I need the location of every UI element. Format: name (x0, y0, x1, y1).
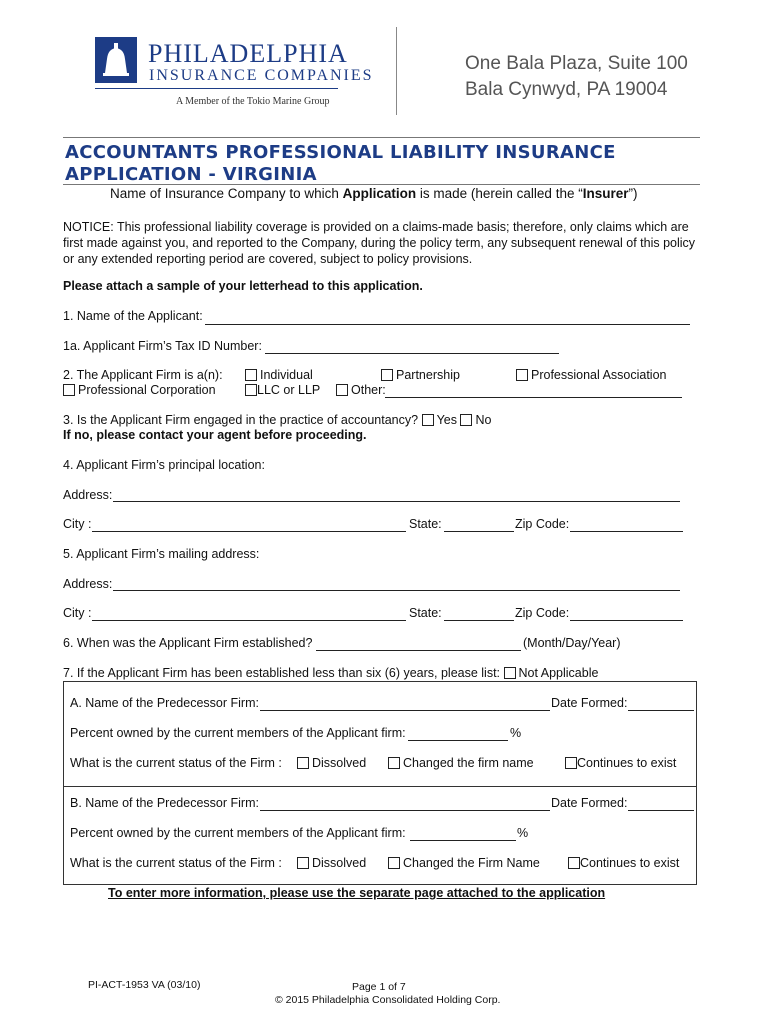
b-changed-checkbox[interactable] (388, 857, 400, 869)
predecessor-divider (63, 786, 697, 787)
predecessor-b-pct-sign: % (517, 826, 529, 840)
insurer-text-1: Name of Insurance Company to which (110, 186, 343, 201)
principal-zip-field[interactable] (570, 531, 683, 532)
mailing-state-label: State: (409, 606, 442, 620)
q1-label: 1. Name of the Applicant: (63, 309, 203, 323)
prof-assoc-option[interactable] (516, 368, 667, 382)
principal-zip-label: Zip Code: (515, 517, 570, 531)
date-format-hint: (Month/Day/Year) (523, 636, 621, 650)
notice-paragraph: NOTICE: This professional liability coverage is provided on a claims-made basis; therefore, only claims which are first made against you, and reported to the Company, during the policy term, any subsequent renewal of this policy or any extended reporting period are covered, subject to policy provisions. (63, 220, 696, 266)
bell-logo-icon (95, 37, 137, 83)
prof-corp-label: Professional Corporation (78, 383, 216, 397)
mailing-zip-field[interactable] (570, 620, 683, 621)
q7-row (63, 666, 598, 680)
q2-label: 2. The Applicant Firm is a(n): (63, 368, 223, 382)
a-dissolved-checkbox[interactable] (297, 757, 309, 769)
insurer-text-2: is made (herein called the “ (416, 186, 583, 201)
llc-checkbox[interactable] (245, 384, 257, 396)
company-logo-name: PHILADELPHIA (148, 39, 348, 68)
mailing-state-field[interactable] (444, 620, 514, 621)
mailing-address-field[interactable] (113, 590, 680, 591)
not-applicable-checkbox[interactable] (504, 667, 516, 679)
principal-state-label: State: (409, 517, 442, 531)
q7-label: 7. If the Applicant Firm has been established less than six (6) years, please list: (63, 666, 501, 680)
predecessor-b-percent-field[interactable] (410, 840, 516, 841)
other-label: Other: (351, 383, 386, 397)
other-option[interactable] (336, 383, 386, 397)
predecessor-a-date-field[interactable] (628, 710, 694, 711)
predecessor-b-date-field[interactable] (628, 810, 694, 811)
predecessor-b-name-field[interactable] (260, 810, 550, 811)
mailing-city-label: City : (63, 606, 92, 620)
company-logo-subtitle: INSURANCE COMPANIES (149, 67, 374, 84)
a-continues-label: Continues to exist (577, 756, 677, 770)
logo-member-text: A Member of the Tokio Marine Group (176, 96, 330, 107)
mailing-zip-label: Zip Code: (515, 606, 570, 620)
more-info-note: To enter more information, please use the separate page attached to the application (108, 886, 606, 900)
predecessor-a-name-field[interactable] (260, 710, 550, 711)
partnership-option[interactable] (381, 368, 460, 382)
b-continues-label: Continues to exist (580, 856, 680, 870)
form-id: PI-ACT-1953 VA (03/10) (88, 979, 201, 991)
a-dissolved-label: Dissolved (312, 756, 367, 770)
individual-checkbox[interactable] (245, 369, 257, 381)
other-checkbox[interactable] (336, 384, 348, 396)
q1a-label: 1a. Applicant Firm’s Tax ID Number: (63, 339, 262, 353)
b-changed-label: Changed the Firm Name (403, 856, 540, 870)
copyright: © 2015 Philadelphia Consolidated Holding Corp. (275, 994, 501, 1006)
predecessor-b-date-label: Date Formed: (551, 796, 628, 810)
a-changed-option[interactable] (388, 756, 534, 770)
a-continues-checkbox[interactable] (565, 757, 577, 769)
prof-assoc-checkbox[interactable] (516, 369, 528, 381)
a-continues-option[interactable] (565, 756, 676, 770)
b-dissolved-checkbox[interactable] (297, 857, 309, 869)
prof-corp-checkbox[interactable] (63, 384, 75, 396)
b-continues-checkbox[interactable] (568, 857, 580, 869)
applicant-name-field[interactable] (205, 324, 690, 325)
q5-label: 5. Applicant Firm’s mailing address: (63, 547, 260, 561)
predecessor-b-percent-label: Percent owned by the current members of the Applicant firm: (70, 826, 406, 840)
insurer-text-application: Application (342, 186, 417, 201)
llc-option[interactable] (245, 383, 320, 397)
address-line-1: One Bala Plaza, Suite 100 (465, 53, 688, 74)
insurer-text-3: ”) (628, 186, 638, 201)
established-date-field[interactable] (316, 650, 521, 651)
q3-label: 3. Is the Applicant Firm engaged in the practice of accountancy? (63, 413, 419, 427)
partnership-checkbox[interactable] (381, 369, 393, 381)
form-title-line-2: APPLICATION - VIRGINIA (65, 164, 317, 185)
logo-divider (95, 88, 338, 89)
principal-city-field[interactable] (92, 531, 406, 532)
principal-address-label: Address: (63, 488, 113, 502)
insurer-instruction (110, 186, 638, 201)
b-changed-option[interactable] (388, 856, 540, 870)
prof-assoc-label: Professional Association (531, 368, 667, 382)
a-dissolved-option[interactable] (297, 756, 366, 770)
b-continues-option[interactable] (568, 856, 679, 870)
predecessor-b-status-label: What is the current status of the Firm : (70, 856, 282, 870)
mailing-city-field[interactable] (92, 620, 406, 621)
tax-id-field[interactable] (265, 353, 559, 354)
header-divider (396, 27, 397, 115)
page-number: Page 1 of 7 (352, 981, 406, 993)
individual-label: Individual (260, 368, 313, 382)
other-field[interactable] (385, 397, 682, 398)
b-dissolved-option[interactable] (297, 856, 366, 870)
yes-checkbox[interactable] (422, 414, 434, 426)
a-changed-checkbox[interactable] (388, 757, 400, 769)
form-title-line-1: ACCOUNTANTS PROFESSIONAL LIABILITY INSURANCE (65, 142, 616, 163)
predecessor-a-date-label: Date Formed: (551, 696, 628, 710)
q6-label: 6. When was the Applicant Firm established? (63, 636, 313, 650)
predecessor-a-pct-sign: % (510, 726, 522, 740)
a-changed-label: Changed the firm name (403, 756, 534, 770)
prof-corp-option[interactable] (63, 383, 216, 397)
predecessor-a-percent-field[interactable] (408, 740, 508, 741)
mailing-address-label: Address: (63, 577, 113, 591)
predecessor-a-status-label: What is the current status of the Firm : (70, 756, 282, 770)
predecessor-b-label: B. Name of the Predecessor Firm: (70, 796, 259, 810)
not-applicable-label: Not Applicable (518, 666, 599, 680)
q4-label: 4. Applicant Firm’s principal location: (63, 458, 265, 472)
llc-label: LLC or LLP (257, 383, 321, 397)
predecessor-a-label: A. Name of the Predecessor Firm: (70, 696, 259, 710)
title-top-rule (63, 137, 700, 138)
yes-label: Yes (436, 413, 457, 427)
individual-option[interactable] (245, 368, 313, 382)
principal-city-label: City : (63, 517, 92, 531)
principal-state-field[interactable] (444, 531, 514, 532)
principal-address-field[interactable] (113, 501, 680, 502)
title-bottom-rule (63, 184, 700, 185)
predecessor-a-percent-label: Percent owned by the current members of the Applicant firm: (70, 726, 406, 740)
letterhead-instruction: Please attach a sample of your letterhead to this application. (63, 279, 423, 293)
b-dissolved-label: Dissolved (312, 856, 367, 870)
partnership-label: Partnership (396, 368, 460, 382)
q3-warning: If no, please contact your agent before proceeding. (63, 428, 367, 442)
q3-row (63, 413, 491, 427)
insurer-text-insurer: Insurer (582, 186, 629, 201)
no-label: No (475, 413, 492, 427)
address-line-2: Bala Cynwyd, PA 19004 (465, 79, 668, 100)
no-checkbox[interactable] (460, 414, 472, 426)
predecessor-firms-box (63, 681, 697, 885)
